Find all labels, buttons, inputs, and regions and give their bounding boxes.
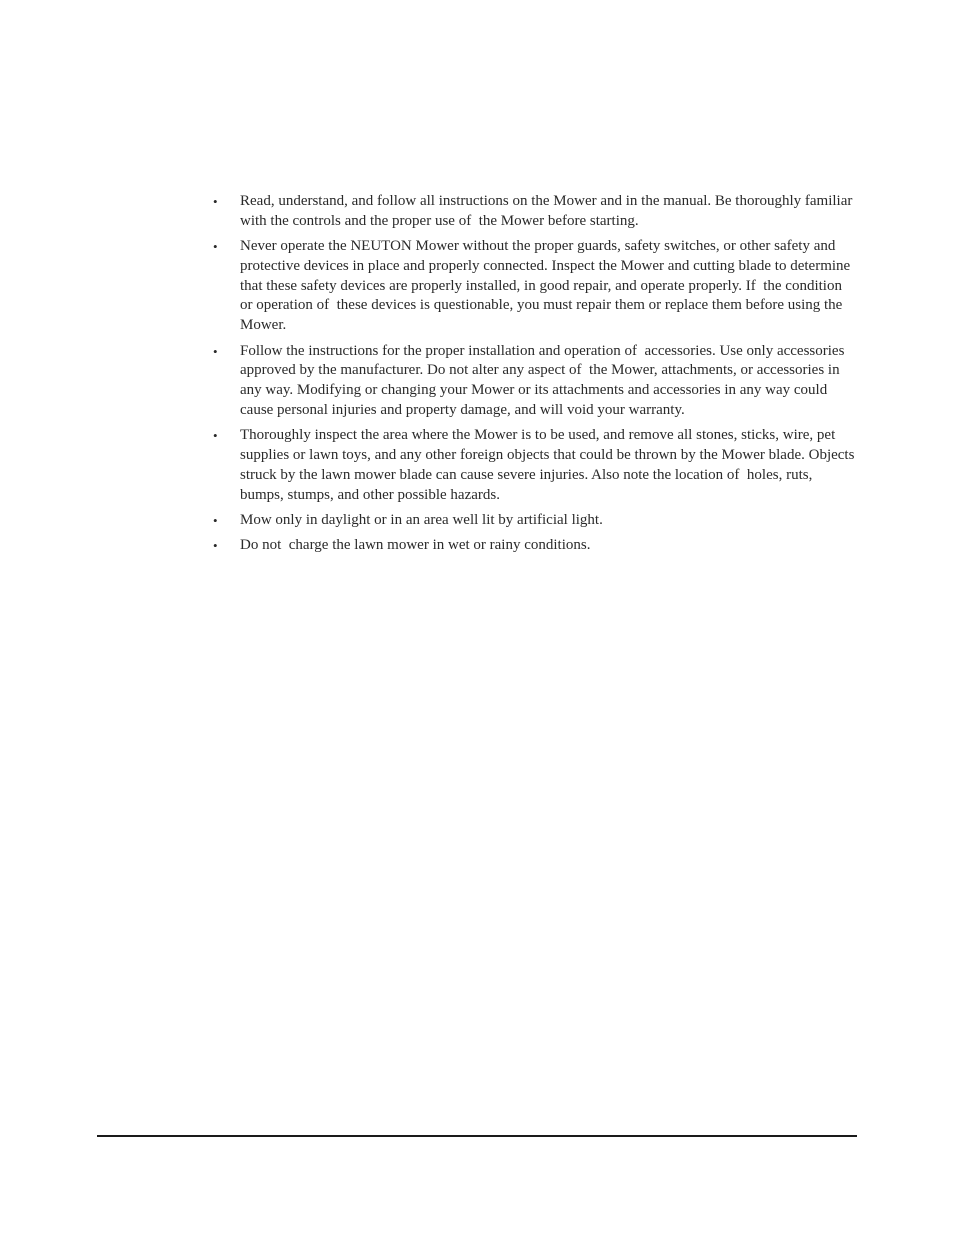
list-item-text: Thoroughly inspect the area where the Mower is to be used, and remove all stones, sticks, wire, pet supplies or lawn toys, and any other foreign objects that could be thrown by the Mower blade. Objects struck by the lawn mower blade can cause severe injuries. Also note the location of holes, ruts, bumps, stumps, and other possible hazards. [240, 427, 859, 503]
list-item [213, 426, 858, 505]
list-item-text: Do not charge the lawn mower in wet or rainy conditions. [240, 537, 591, 554]
list-item-text: Never operate the NEUTON Mower without the proper guards, safety switches, or other safety and protective devices in place and properly connected. Inspect the Mower and cutting blade to determine that these safety devices are properly installed, in good repair, and operate properly. If the condition or operation of these devices is questionable, you must repair them or replace them before using the Mower. [240, 238, 854, 334]
list-item-text: Mow only in daylight or in an area well lit by artificial light. [240, 511, 603, 528]
list-item [213, 342, 858, 421]
bullet-marker: • [213, 343, 218, 359]
list-item-text: Read, understand, and follow all instructions on the Mower and in the manual. Be thoroughly familiar with the controls and the proper use of the Mower before starting. [240, 193, 857, 229]
list-item [213, 536, 858, 556]
list-item [213, 192, 858, 232]
list-item [213, 511, 858, 531]
safety-bullet-list [213, 192, 858, 562]
bullet-marker: • [213, 194, 218, 209]
list-item-text: Follow the instructions for the proper installation and operation of accessories. Use only accessories approved by the manufacturer. Do not alter any aspect of the Mower, attachments, or accessories in any way. Modifying or changing your Mower or its attachments and accessories in any way could cause personal injuries and property damage, and will void your warranty. [240, 342, 849, 418]
footer-divider [97, 1135, 857, 1137]
bullet-marker: • [213, 239, 218, 255]
list-item [213, 237, 858, 336]
bullet-marker: • [213, 538, 218, 554]
bullet-marker: • [213, 512, 218, 528]
bullet-marker: • [213, 428, 218, 444]
